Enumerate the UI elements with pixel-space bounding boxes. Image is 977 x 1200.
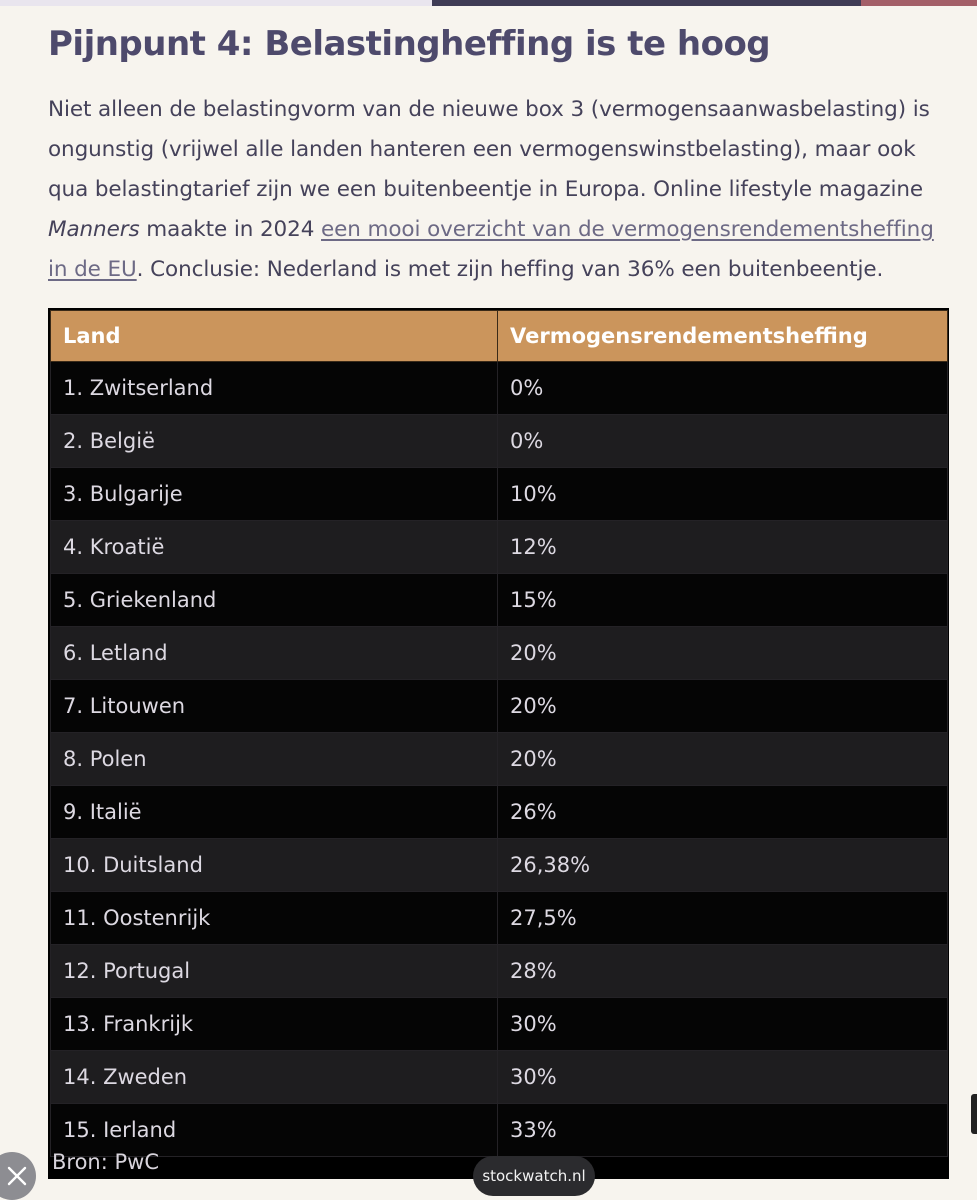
cell-country: 10. Duitsland [51, 839, 498, 892]
cell-country: 2. België [51, 415, 498, 468]
table-row [51, 362, 948, 415]
close-button[interactable] [0, 1152, 36, 1200]
overview-link[interactable]: een mooi overzicht van de vermogensrendementsheffing in de EU [48, 217, 934, 282]
tax-table-container [48, 308, 949, 1179]
cell-rate: 12% [498, 521, 948, 574]
cell-rate: 0% [498, 415, 948, 468]
cell-country: 4. Kroatië [51, 521, 498, 574]
reading-progress-fill [0, 0, 432, 6]
cell-rate: 26,38% [498, 839, 948, 892]
cell-country: 15. Ierland [51, 1104, 498, 1157]
cell-country: 6. Letland [51, 627, 498, 680]
table-row [51, 1104, 948, 1157]
table-row [51, 1051, 948, 1104]
table-row [51, 627, 948, 680]
table-row [51, 733, 948, 786]
cell-rate: 30% [498, 998, 948, 1051]
table-row [51, 521, 948, 574]
column-header-land: Land [51, 311, 498, 362]
table-row [51, 892, 948, 945]
cell-country: 5. Griekenland [51, 574, 498, 627]
cell-rate: 20% [498, 627, 948, 680]
cell-rate: 15% [498, 574, 948, 627]
cell-country: 12. Portugal [51, 945, 498, 998]
magazine-name: Manners [48, 217, 140, 242]
table-row [51, 945, 948, 998]
cell-rate: 0% [498, 362, 948, 415]
progress-accent [861, 0, 977, 6]
site-badge[interactable]: stockwatch.nl [473, 1156, 595, 1196]
column-header-heffing: Vermogensrendementsheffing [498, 311, 948, 362]
paragraph-text: Niet alleen de belastingvorm van de nieuwe box 3 (vermogensaanwasbelasting) is ongunstig (vrijwel alle landen hanteren een vermogenswinstbelasting), maar ook qua belastingtarief zijn we een buitenbeentje in Europa. Online lifestyle magazine [48, 97, 930, 202]
cell-country: 1. Zwitserland [51, 362, 498, 415]
cell-rate: 26% [498, 786, 948, 839]
table-row [51, 574, 948, 627]
cell-rate: 27,5% [498, 892, 948, 945]
article-paragraph [48, 90, 938, 290]
tax-table [50, 310, 948, 1157]
article-heading: Pijnpunt 4: Belastingheffing is te hoog [48, 24, 771, 64]
cell-rate: 20% [498, 733, 948, 786]
cell-country: 3. Bulgarije [51, 468, 498, 521]
cell-rate: 30% [498, 1051, 948, 1104]
cell-country: 14. Zweden [51, 1051, 498, 1104]
table-source: Bron: PwC [52, 1150, 159, 1174]
table-row [51, 680, 948, 733]
close-x-icon [6, 1165, 28, 1187]
table-row [51, 998, 948, 1051]
cell-country: 8. Polen [51, 733, 498, 786]
table-row [51, 468, 948, 521]
reading-progress-bar [0, 0, 977, 6]
cell-rate: 33% [498, 1104, 948, 1157]
cell-country: 9. Italië [51, 786, 498, 839]
table-row [51, 786, 948, 839]
cell-country: 11. Oostenrijk [51, 892, 498, 945]
cell-rate: 10% [498, 468, 948, 521]
paragraph-text: maakte in 2024 [139, 217, 322, 242]
cell-rate: 28% [498, 945, 948, 998]
cell-country: 7. Litouwen [51, 680, 498, 733]
cell-rate: 20% [498, 680, 948, 733]
cell-country: 13. Frankrijk [51, 998, 498, 1051]
edge-scroll-handle[interactable] [971, 1094, 977, 1134]
table-row [51, 415, 948, 468]
table-row [51, 839, 948, 892]
table-header-row [51, 311, 948, 362]
paragraph-text: . Conclusie: Nederland is met zijn heffing van 36% een buitenbeentje. [136, 257, 884, 282]
